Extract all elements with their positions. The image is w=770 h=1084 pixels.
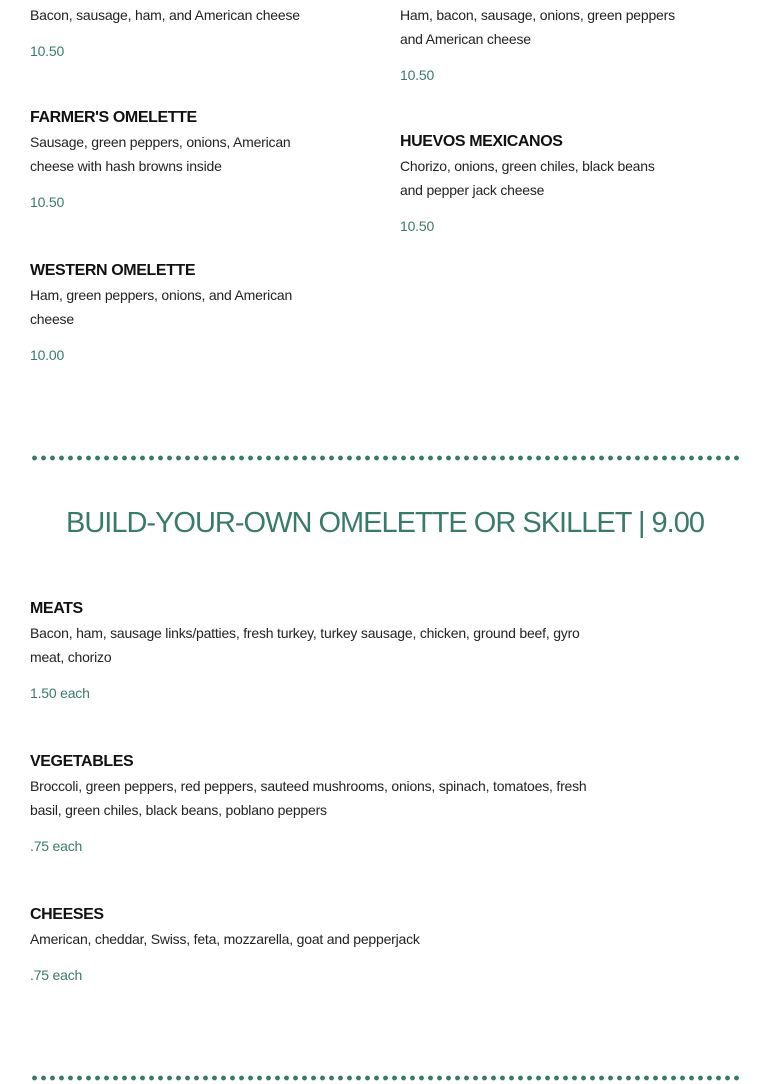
item-name: CHEESES (30, 906, 104, 923)
menu-item-farmers-omelette (30, 108, 310, 212)
menu-item-western-omelette (30, 261, 310, 365)
item-price: .75 each (30, 838, 83, 854)
item-description: Ham, green peppers, onions, and American cheese (30, 287, 293, 327)
item-price: 10.50 (400, 67, 435, 83)
item-description: Chorizo, onions, green chiles, black beans and pepper jack cheese (400, 158, 655, 198)
item-description: Sausage, green peppers, onions, American cheese with hash browns inside (30, 134, 291, 174)
section-title: BUILD-YOUR-OWN OMELETTE OR SKILLET | 9.00 (66, 507, 704, 539)
dotted-divider (30, 1075, 740, 1081)
menu-item-right-1 (400, 3, 680, 85)
menu-item-huevos-mexicanos (400, 132, 670, 236)
item-description: American, cheddar, Swiss, feta, mozzarella, goat and pepperjack (30, 931, 420, 947)
item-price: 10.50 (30, 194, 65, 210)
item-price: 10.50 (30, 43, 65, 59)
item-name: WESTERN OMELETTE (30, 262, 196, 279)
item-description: Broccoli, green peppers, red peppers, sauteed mushrooms, onions, spinach, tomatoes, fresh basil, green chiles, black beans, poblano peppers (30, 778, 587, 818)
item-name: HUEVOS MEXICANOS (400, 133, 563, 150)
item-price: 1.50 each (30, 685, 90, 701)
item-price: .75 each (30, 967, 83, 983)
item-name: FARMER'S OMELETTE (30, 109, 197, 126)
item-description: Bacon, ham, sausage links/patties, fresh turkey, turkey sausage, chicken, ground beef, gyro meat, chorizo (30, 625, 580, 665)
item-description: Ham, bacon, sausage, onions, green peppers and American cheese (400, 7, 675, 47)
dotted-divider (30, 455, 740, 461)
item-name: VEGETABLES (30, 753, 134, 770)
item-price: 10.50 (400, 218, 435, 234)
menu-item-meats (30, 599, 600, 703)
menu-item-vegetables (30, 752, 600, 856)
item-price: 10.00 (30, 347, 65, 363)
menu-item-left-1 (30, 3, 330, 61)
item-description: Bacon, sausage, ham, and American cheese (30, 7, 300, 23)
item-name: MEATS (30, 600, 83, 617)
menu-item-cheeses (30, 905, 600, 985)
